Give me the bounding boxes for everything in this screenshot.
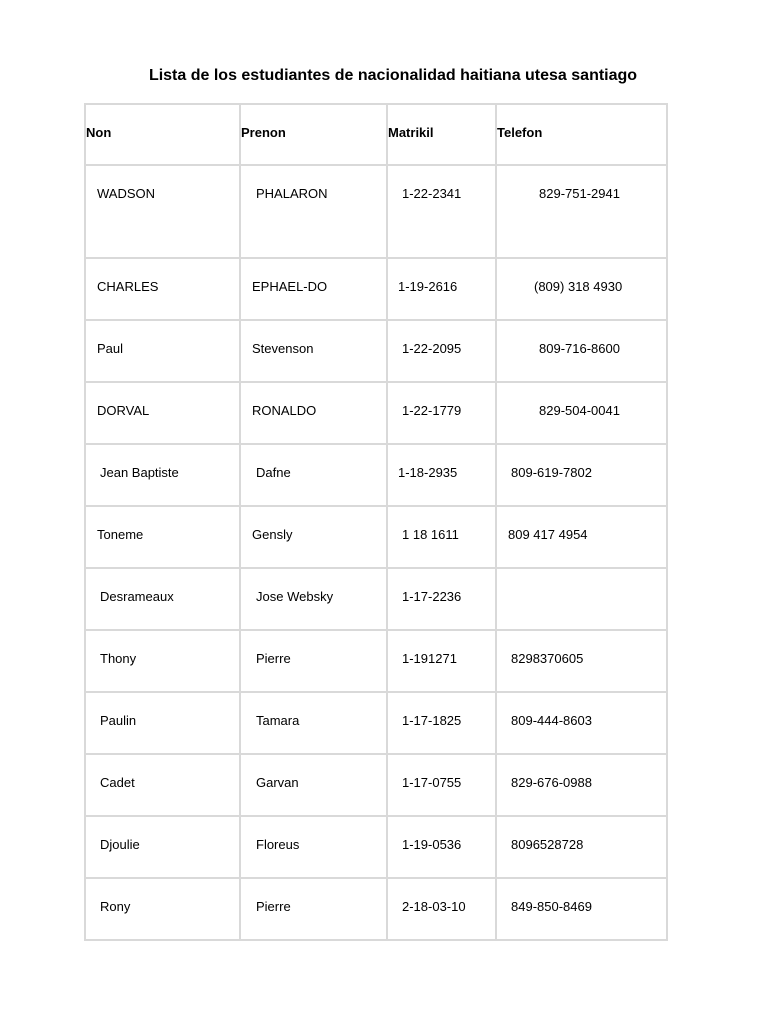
cell-matrikil: 1-191271 — [387, 630, 496, 692]
table-row — [85, 258, 667, 320]
cell-prenon: Jose Websky — [240, 568, 387, 630]
cell-prenon: Tamara — [240, 692, 387, 754]
cell-non: Thony — [85, 630, 240, 692]
cell-prenon: Garvan — [240, 754, 387, 816]
cell-matrikil: 1-17-2236 — [387, 568, 496, 630]
cell-telefon: 829-751-2941 — [496, 165, 667, 258]
cell-telefon: 809 417 4954 — [496, 506, 667, 568]
cell-non: WADSON — [85, 165, 240, 258]
students-table — [84, 103, 668, 941]
cell-non: Rony — [85, 878, 240, 940]
cell-matrikil: 1-18-2935 — [387, 444, 496, 506]
table-row — [85, 630, 667, 692]
cell-non: Toneme — [85, 506, 240, 568]
cell-matrikil: 1-19-2616 — [387, 258, 496, 320]
cell-prenon: Stevenson — [240, 320, 387, 382]
table-row — [85, 816, 667, 878]
cell-telefon: 829-676-0988 — [496, 754, 667, 816]
cell-telefon: (809) 318 4930 — [496, 258, 667, 320]
cell-telefon: 829-504-0041 — [496, 382, 667, 444]
cell-prenon: Pierre — [240, 878, 387, 940]
cell-prenon: PHALARON — [240, 165, 387, 258]
document-title: Lista de los estudiantes de nacionalidad haitiana utesa santiago — [148, 67, 638, 84]
table-row — [85, 754, 667, 816]
table-row — [85, 506, 667, 568]
table-row — [85, 382, 667, 444]
cell-prenon: RONALDO — [240, 382, 387, 444]
cell-non: Djoulie — [85, 816, 240, 878]
table-row — [85, 878, 667, 940]
cell-telefon: 8298370605 — [496, 630, 667, 692]
cell-telefon: 809-619-7802 — [496, 444, 667, 506]
cell-matrikil: 1-22-2341 — [387, 165, 496, 258]
cell-non: Paulin — [85, 692, 240, 754]
cell-matrikil: 1 18 1611 — [387, 506, 496, 568]
cell-matrikil: 1-17-1825 — [387, 692, 496, 754]
cell-matrikil: 1-22-2095 — [387, 320, 496, 382]
cell-telefon: 809-444-8603 — [496, 692, 667, 754]
table-row — [85, 692, 667, 754]
table-row — [85, 444, 667, 506]
cell-prenon: Gensly — [240, 506, 387, 568]
table-row — [85, 320, 667, 382]
cell-non: DORVAL — [85, 382, 240, 444]
table-header-row — [85, 104, 667, 165]
cell-non: Cadet — [85, 754, 240, 816]
cell-matrikil: 1-17-0755 — [387, 754, 496, 816]
cell-prenon: Floreus — [240, 816, 387, 878]
table-row — [85, 568, 667, 630]
cell-non: Paul — [85, 320, 240, 382]
cell-matrikil: 1-19-0536 — [387, 816, 496, 878]
header-telefon: Telefon — [496, 104, 667, 165]
cell-matrikil: 2-18-03-10 — [387, 878, 496, 940]
cell-telefon: 849-850-8469 — [496, 878, 667, 940]
cell-non: CHARLES — [85, 258, 240, 320]
cell-prenon: EPHAEL-DO — [240, 258, 387, 320]
cell-telefon: 8096528728 — [496, 816, 667, 878]
header-prenon: Prenon — [240, 104, 387, 165]
cell-non: Jean Baptiste — [85, 444, 240, 506]
header-non: Non — [85, 104, 240, 165]
cell-telefon — [496, 568, 667, 630]
cell-telefon: 809-716-8600 — [496, 320, 667, 382]
cell-matrikil: 1-22-1779 — [387, 382, 496, 444]
header-matrikil: Matrikil — [387, 104, 496, 165]
cell-non: Desrameaux — [85, 568, 240, 630]
cell-prenon: Dafne — [240, 444, 387, 506]
table-row — [85, 165, 667, 258]
cell-prenon: Pierre — [240, 630, 387, 692]
